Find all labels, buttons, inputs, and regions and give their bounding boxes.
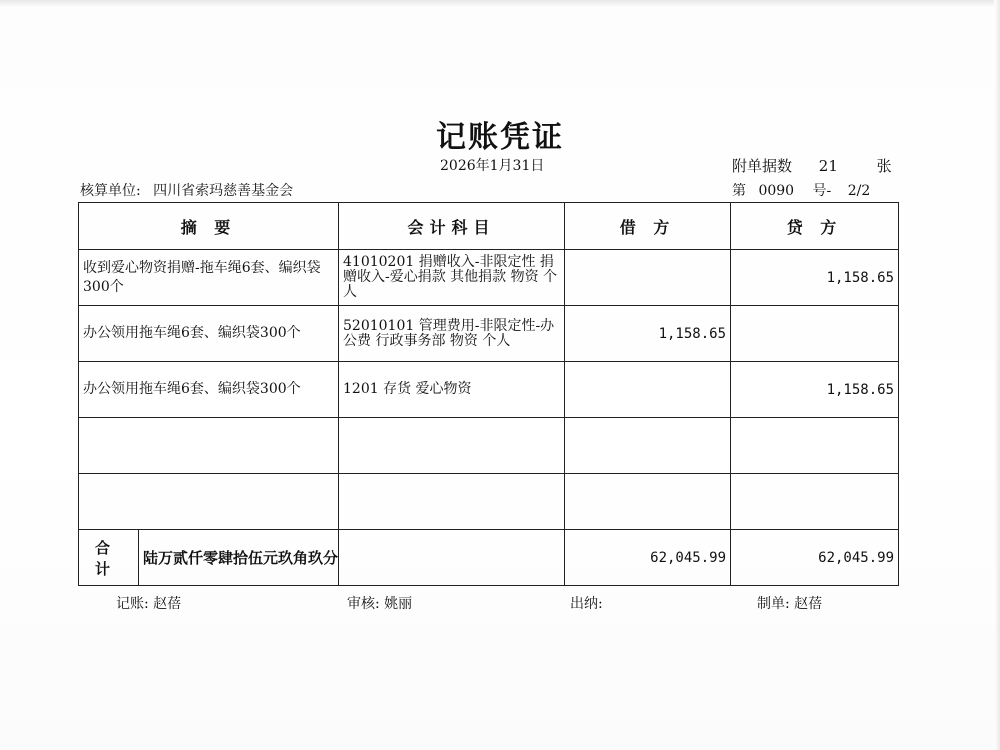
row-debit: [565, 250, 731, 306]
voucher-suffix: 号-: [812, 183, 832, 199]
header-summary: 摘 要: [79, 203, 339, 250]
row-debit: [565, 474, 731, 530]
row-credit: [731, 474, 899, 530]
total-row: [79, 530, 899, 586]
table-row: [79, 362, 899, 418]
row-debit: [565, 362, 731, 418]
footer-reviewer: 审核: 姚丽: [347, 596, 413, 612]
voucher-title: 记账凭证: [436, 120, 564, 155]
row-account: 41010201 捐赠收入-非限定性 捐赠收入-爱心捐款 其他捐款 物资 个人: [339, 250, 565, 306]
row-summary: 办公领用拖车绳6套、编织袋300个: [79, 306, 339, 362]
attachments-unit: 张: [876, 157, 892, 175]
attachments-count: 21: [818, 157, 838, 175]
table-header-row: [79, 203, 899, 250]
row-credit: 1,158.65: [731, 362, 899, 418]
voucher-label: 第: [732, 183, 746, 199]
row-summary: 收到爱心物资捐赠-拖车绳6套、编织袋300个: [79, 250, 339, 306]
total-label: 合 计: [79, 530, 139, 585]
total-account-blank: [339, 530, 565, 586]
table-row: [79, 306, 899, 362]
table-row: [79, 418, 899, 474]
attachments-label: 附单据数: [732, 157, 793, 175]
footer-cashier: 出纳:: [570, 596, 603, 612]
total-credit: 62,045.99: [731, 530, 899, 586]
row-account: 52010101 管理费用-非限定性-办公费 行政事务部 物资 个人: [339, 306, 565, 362]
footer-preparer: 制单: 赵蓓: [757, 596, 823, 612]
row-account: [339, 418, 565, 474]
unit-name: 四川省索玛慈善基金会: [153, 183, 294, 199]
header-debit: 借 方: [565, 203, 731, 250]
accounting-unit: [80, 180, 293, 200]
attachments-info: [732, 155, 902, 176]
row-account: 1201 存货 爱心物资: [339, 362, 565, 418]
table-row: [79, 250, 899, 306]
voucher-page: 2/2: [847, 183, 871, 199]
voucher-table: [78, 202, 899, 586]
scan-edge-top: [0, 0, 1000, 8]
unit-label: 核算单位:: [80, 183, 141, 199]
voucher-date: 2026年1月31日: [440, 158, 545, 174]
footer-bookkeeper: 记账: 赵蓓: [116, 596, 182, 612]
row-account: [339, 474, 565, 530]
voucher-number-info: [732, 180, 902, 200]
total-amount-words: 陆万贰仟零肆拾伍元玖角玖分: [142, 549, 338, 567]
voucher-number: 0090: [758, 183, 795, 199]
table-row: [79, 474, 899, 530]
row-summary: [79, 474, 339, 530]
total-cell: [79, 530, 339, 586]
header-account: 会计科目: [339, 203, 565, 250]
row-credit: 1,158.65: [731, 250, 899, 306]
row-summary: 办公领用拖车绳6套、编织袋300个: [79, 362, 339, 418]
row-credit: [731, 306, 899, 362]
row-debit: 1,158.65: [565, 306, 731, 362]
row-summary: [79, 418, 339, 474]
row-debit: [565, 418, 731, 474]
row-credit: [731, 418, 899, 474]
total-debit: 62,045.99: [565, 530, 731, 586]
header-credit: 贷 方: [731, 203, 899, 250]
